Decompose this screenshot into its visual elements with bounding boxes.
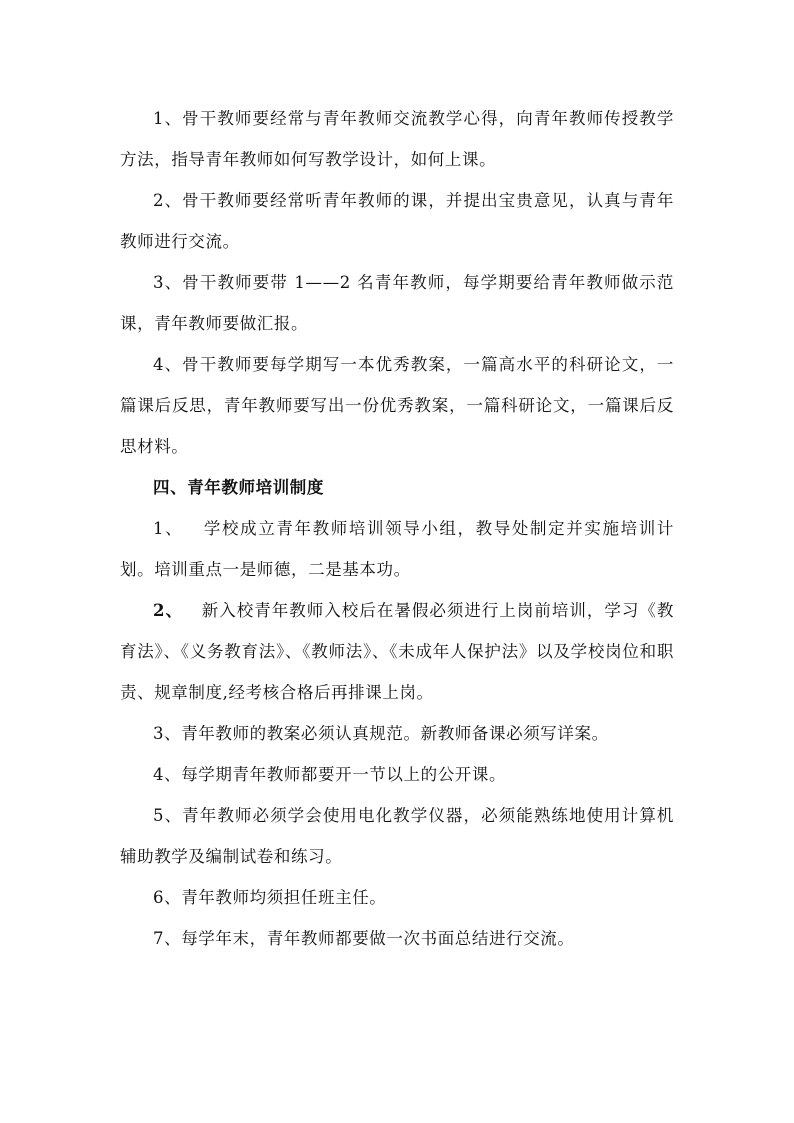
list-item: 3、骨干教师要带 1——2 名青年教师，每学期要给青年教师做示范课，青年教师要做汇报。 [120,273,674,333]
item-number: 1、 [153,519,184,538]
list-item [120,590,674,713]
list-item: 6、青年教师均须担任班主任。 [153,888,387,907]
list-item: 1、骨干教师要经常与青年教师交流教学心得，向青年教师传授教学方法，指导青年教师如何写教学设计，如何上课。 [120,109,674,169]
item-text: 学校成立青年教师培训领导小组，教导处制定并实施培训计划。培训重点一是师德，二是基本功。 [120,519,674,579]
item-text: 新入校青年教师入校后在暑假必须进行上岗前培训，学习《教育法》、《义务教育法》、《教师法》、《未成年人保护法》以及学校岗位和职责、规章制度,经考核合格后再排课上岗。 [120,601,675,702]
list-item: 4、每学期青年教师都要开一节以上的公开课。 [153,765,507,784]
section-heading: 四、青年教师培训制度 [153,478,324,497]
list-item: 7、每学年末，青年教师都要做一次书面总结进行交流。 [153,929,575,948]
list-item: 4、骨干教师要每学期写一本优秀教案，一篇高水平的科研论文，一篇课后反思，青年教师要写出一份优秀教案，一篇科研论文，一篇课后反思材料。 [120,355,674,456]
list-item: 5、青年教师必须学会使用电化教学仪器，必须能熟练地使用计算机辅助教学及编制试卷和练习。 [120,806,674,866]
item-number: 2、 [153,601,183,620]
list-item: 2、骨干教师要经常听青年教师的课，并提出宝贵意见，认真与青年教师进行交流。 [120,191,674,251]
list-item [120,508,674,590]
list-item: 3、青年教师的教案必须认真规范。新教师备课必须写详案。 [153,724,609,743]
